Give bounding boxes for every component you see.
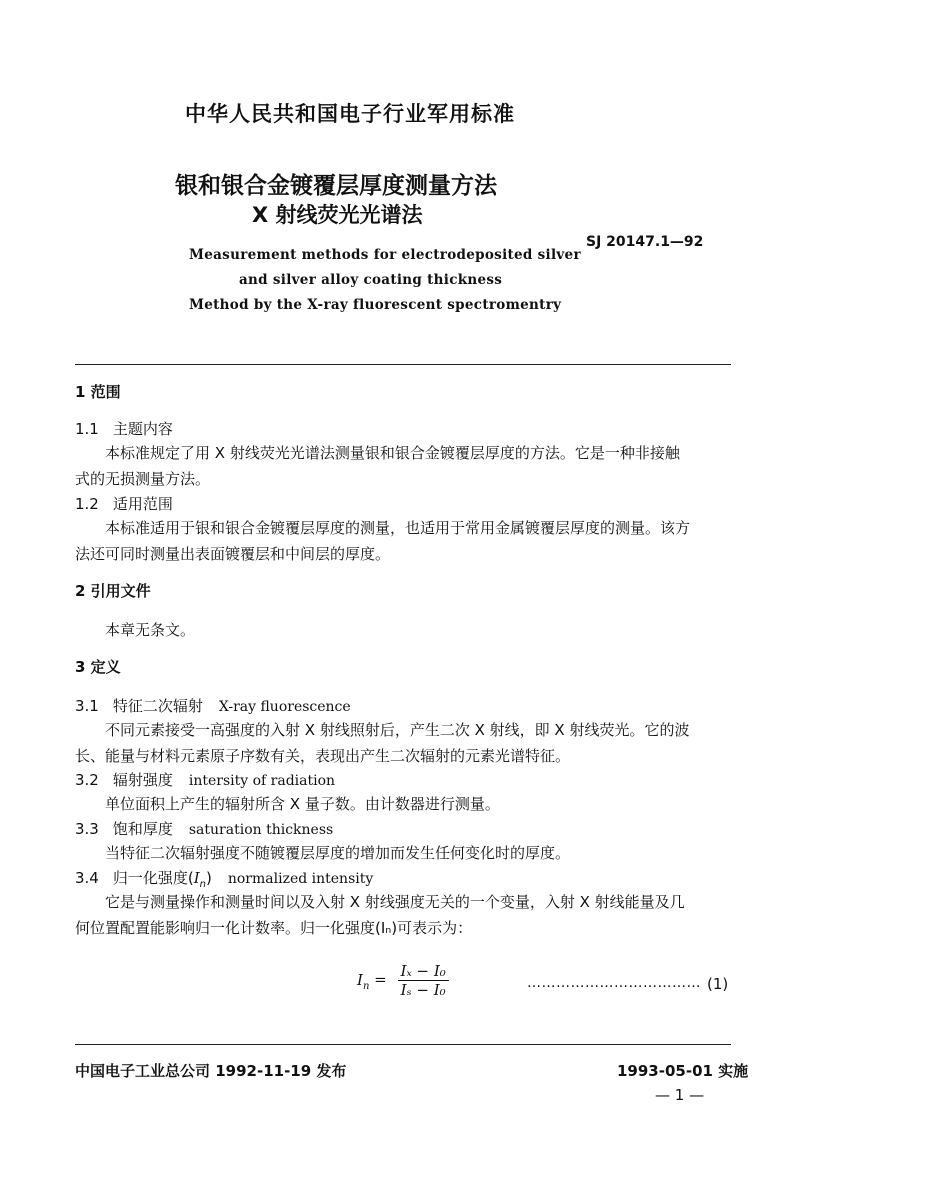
title-en-line1: Measurement methods for electrodeposited silver bbox=[189, 247, 581, 263]
formula-denominator: Iₛ − I₀ bbox=[400, 981, 446, 999]
section-title-en: normalized intensity bbox=[227, 871, 374, 887]
paragraph-line: 单位面积上产生的辐射所含 X 量子数。由计数器进行测量。 bbox=[105, 795, 500, 813]
section-3-4-body bbox=[75, 889, 731, 941]
section-3-2-body bbox=[75, 791, 731, 817]
paragraph-line: 本章无条文。 bbox=[105, 621, 196, 639]
section-title: 饱和厚度 bbox=[112, 820, 173, 838]
section-number: 1.1 bbox=[75, 420, 99, 438]
section-3-heading: 3 定义 bbox=[75, 658, 121, 676]
header-divider bbox=[75, 364, 731, 365]
section-3-1-body bbox=[75, 717, 731, 769]
section-2-heading: 2 引用文件 bbox=[75, 582, 151, 600]
section-3-3-body bbox=[75, 840, 731, 866]
paragraph-line: 它是与测量操作和测量时间以及入射 X 射线强度无关的一个变量，入射 X 射线能量及几 bbox=[105, 893, 685, 911]
equation-number: (1) bbox=[707, 975, 729, 993]
section-3-3-heading bbox=[75, 818, 333, 839]
issued-date: 中国电子工业总公司 1992-11-19 发布 bbox=[75, 1062, 347, 1080]
formula-fraction bbox=[398, 962, 449, 999]
section-1-heading: 1 范围 bbox=[75, 383, 121, 401]
paragraph-line: 本标准规定了用 X 射线荧光光谱法测量银和银合金镀覆层厚度的方法。它是一种非接触 bbox=[105, 444, 680, 462]
paragraph-line: 法还可同时测量出表面镀覆层和中间层的厚度。 bbox=[75, 545, 391, 563]
section-number: 3.3 bbox=[75, 820, 99, 838]
section-1-2-body bbox=[75, 515, 731, 567]
title-cn-line1: 银和银合金镀覆层厚度测量方法 bbox=[175, 173, 497, 199]
section-title-en: intersity of radiation bbox=[188, 773, 336, 789]
section-3-4-heading bbox=[75, 867, 373, 890]
section-title: 归一化强度$(I_n)$ bbox=[112, 869, 212, 890]
section-number: 3.1 bbox=[75, 697, 99, 715]
normalized-intensity-formula: $I_n$ = $\frac{\text{Iₓ − I₀}}{\text{Iₛ − I₀}}$ bbox=[357, 962, 449, 999]
paragraph-line: 何位置配置能影响归一化计数率。归一化强度(Iₙ)可表示为： bbox=[75, 919, 473, 937]
footer-divider bbox=[75, 1044, 731, 1045]
title-en-line3: Method by the X-ray fluorescent spectromentry bbox=[189, 297, 562, 313]
section-3-2-heading bbox=[75, 769, 335, 790]
standard-number: SJ 20147.1—92 bbox=[586, 234, 704, 250]
title-cn-line2: X 射线荧光光谱法 bbox=[252, 203, 423, 227]
implementation-date: 1993-05-01 实施 bbox=[617, 1062, 749, 1080]
paragraph-line: 不同元素接受一高强度的入射 X 射线照射后，产生二次 X 射线，即 X 射线荧光。它的波 bbox=[105, 721, 690, 739]
title-en-line2: and silver alloy coating thickness bbox=[239, 272, 503, 288]
formula-lhs: $I_n$ bbox=[357, 970, 370, 992]
section-title: 辐射强度 bbox=[112, 771, 173, 789]
section-title: 主题内容 bbox=[112, 420, 173, 438]
section-title-en: saturation thickness bbox=[188, 822, 334, 838]
section-number: 3.4 bbox=[75, 869, 99, 887]
paragraph-line: 长、能量与材料元素原子序数有关，表现出产生二次辐射的元素光谱特征。 bbox=[75, 747, 571, 765]
page-number: — 1 — bbox=[655, 1086, 705, 1104]
paragraph-line: 式的无损测量方法。 bbox=[75, 470, 211, 488]
section-number: 1.2 bbox=[75, 495, 99, 513]
section-title: 适用范围 bbox=[112, 495, 173, 513]
leader-dots: ……………………………… bbox=[527, 975, 701, 991]
section-title: 特征二次辐射 bbox=[112, 697, 203, 715]
formula-numerator: Iₓ − I₀ bbox=[398, 962, 449, 981]
section-1-1-body bbox=[75, 440, 731, 492]
section-number: 3.2 bbox=[75, 771, 99, 789]
paragraph-line: 本标准适用于银和银合金镀覆层厚度的测量，也适用于常用金属镀覆层厚度的测量。该方 bbox=[105, 519, 691, 537]
section-3-1-heading bbox=[75, 695, 351, 716]
section-1-2-heading bbox=[75, 493, 173, 514]
section-1-1-heading bbox=[75, 418, 173, 439]
standard-category: 中华人民共和国电子行业军用标准 bbox=[185, 102, 515, 126]
section-title-en: X-ray fluorescence bbox=[218, 699, 351, 715]
section-2-body bbox=[75, 617, 731, 643]
paragraph-line: 当特征二次辐射强度不随镀覆层厚度的增加而发生任何变化时的厚度。 bbox=[105, 844, 571, 862]
